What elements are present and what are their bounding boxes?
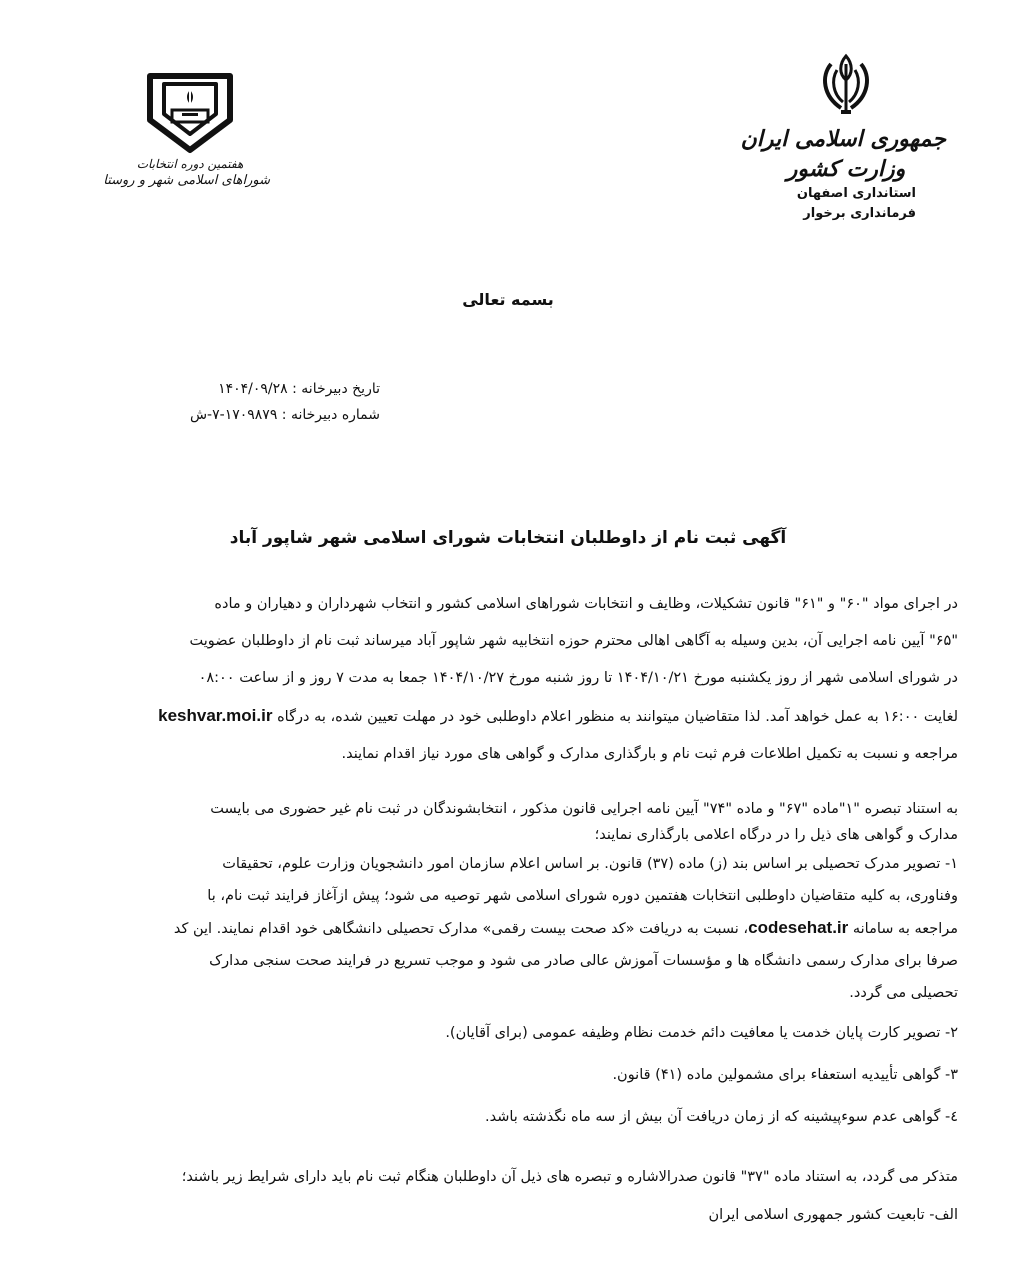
closing-line: الف- تابعیت کشور جمهوری اسلامی ایران [708, 1207, 958, 1223]
governorate-name: استانداری اصفهان [796, 186, 916, 201]
election-logo-line1: هفتمین دوره انتخابات [136, 157, 244, 171]
requirement-item-1 [58, 848, 958, 1009]
item-line: وفناوری، به کلیه متقاضیان داوطلبی انتخابات هفتمین دوره شورای اسلامی شهر توصیه می شود؛ پیش ازآغاز فرایند ثبت نام، با [207, 888, 958, 904]
election-logo [103, 70, 270, 190]
secretariat-date: تاریخ دبیرخانه : ۱۴۰۴/۰۹/۲۸ [218, 381, 380, 397]
codesehat-link[interactable]: codesehat.ir [748, 918, 849, 937]
keshvar-portal-link[interactable]: keshvar.moi.ir [158, 706, 273, 725]
ministry-name: وزارت کشور [786, 156, 906, 182]
secretariat-number: شماره دبیرخانه : ۱۷۰۹۸۷۹-۷-ش [189, 407, 380, 423]
item-line: صرفا برای مدارک رسمی دانشگاه ها و مؤسسات آموزش عالی صادر می شود و موجب تسریع در فرایند صحت سنجی مدارک [209, 953, 958, 969]
notice-title: آگهی ثبت نام از داوطلبان انتخابات شورای اسلامی شهر شاپور آباد [229, 528, 787, 548]
paragraph-line: مدارک و گواهی های ذیل را در درگاه اعلامی بارگذاری نمایند؛ [594, 827, 958, 843]
paragraph-line: به استناد تبصره "۱"ماده "۶۷" و ماده "۷۴" آیین نامه اجرایی قانون مذکور ، انتخابشوندگان در ثبت نام غیر حضوری می بایست [210, 801, 958, 817]
government-header [740, 50, 946, 224]
paragraph-line: مراجعه و نسبت به تکمیل اطلاعات فرم ثبت نام و بارگذاری مدارک و گواهی های مورد نیاز اقدام نمایند. [341, 746, 958, 762]
bismillah: بسمه تعالی [462, 290, 554, 309]
paragraph-line: در شورای اسلامی شهر از روز یکشنبه مورخ ۱۴۰۴/۱۰/۲۱ تا روز شنبه مورخ ۱۴۰۴/۱۰/۲۷ جمعا به مدت ۷ روز و از ساعت ۰۸:۰۰ [198, 670, 958, 686]
paragraph-registration [58, 586, 958, 773]
item-line: ۱- تصویر مدرک تحصیلی بر اساس بند (ز) ماده (۳۷) قانون. بر اساس اعلام سازمان امور دانشجویان وزارت علوم، تحقیقات [222, 856, 958, 872]
republic-name: جمهوری اسلامی ایران [740, 126, 946, 152]
paragraph-documents [58, 796, 958, 1009]
requirement-item-4: ٤- گواهی عدم سوء‌پیشینه که از زمان دریافت آن بیش از سه ماه نگذشته باشد. [485, 1109, 958, 1125]
requirement-item-3: ۳- گواهی تأییدیه استعفاء برای مشمولین ماده (۴۱) قانون. [612, 1067, 958, 1083]
document-meta [80, 376, 380, 428]
item-line-text: ، نسبت به دریافت «کد صحت بیست رقمی» مدارک تحصیلی دانشگاهی خود اقدام نمایند. این کد [173, 921, 749, 937]
item-line [58, 912, 958, 945]
item-line-text: مراجعه به سامانه [852, 921, 958, 937]
iran-emblem-icon [811, 50, 881, 120]
paragraph-line-text: لغایت ۱۶:۰۰ به عمل خواهد آمد. لذا متقاضیان میتوانند به منظور اعلام داوطلبی خود در مهلت تعیین شده، به درگاه [277, 709, 958, 725]
paragraph-line [58, 697, 958, 736]
closing-paragraph [58, 1158, 958, 1234]
paragraph-line: "۶۵" آیین نامه اجرایی آن، بدین وسیله به آگاهی اهالی محترم حوزه انتخابیه شهر شاپور آباد میرساند ثبت نام از داوطلبان عضویت [189, 633, 958, 649]
closing-line: متذکر می گردد، به استناد ماده "۳۷" قانون صدرالاشاره و تبصره های ذیل آن داوطلبان هنگام ثبت نام باید دارای شرایط زیر باشند؛ [181, 1169, 958, 1185]
item-line: تحصیلی می گردد. [849, 985, 958, 1001]
election-logo-line2: شوراهای اسلامی شهر و روستا [103, 173, 270, 188]
requirement-item-2: ۲- تصویر کارت پایان خدمت یا معافیت دائم خدمت نظام وظیفه عمومی (برای آقایان). [445, 1025, 958, 1041]
paragraph-line: در اجرای مواد "۶۰" و "۶۱" قانون تشکیلات، وظایف و انتخابات شوراهای اسلامی کشور و انتخاب شهرداران و دهیاران و ماده [214, 596, 958, 612]
requirement-items [58, 1012, 958, 1138]
ballot-box-icon [142, 70, 238, 156]
county-office-name: فرمانداری برخوار [803, 206, 916, 221]
